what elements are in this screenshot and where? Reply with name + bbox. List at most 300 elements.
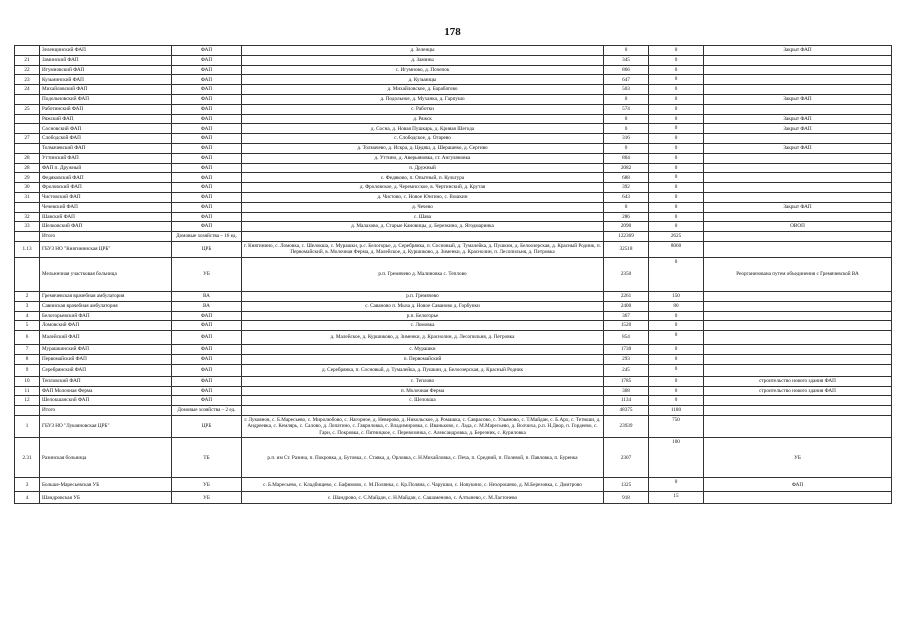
visits-cell: 0 (649, 364, 704, 376)
table-row (15, 114, 892, 124)
settlements-cell: д. Малейское, д. Куршиково, д. Зименки, д. Краснолин, д. Лесопильня, д. Петровка (242, 331, 604, 345)
facility-type-cell: ЦРБ (172, 415, 242, 438)
population-cell: 643 (604, 192, 649, 202)
visits-cell: 1180 (649, 406, 704, 416)
note-cell: Закрыт ФАП (704, 46, 892, 56)
row-number-cell: 1 (15, 415, 40, 438)
note-cell (704, 406, 892, 416)
medical-facilities-table (14, 45, 892, 504)
facility-name-cell: Савинская врачебная амбулатория (40, 301, 172, 311)
visits-cell: 100 (649, 438, 704, 478)
facility-name-cell: Итого (40, 406, 172, 416)
settlements-cell: д. Серебрянка, п. Сосновый, д. Тумалейка, д. Пушкин, д. Белоозерская, д. Красный Родник (242, 364, 604, 376)
table-row (15, 222, 892, 232)
facility-name-cell: Сосновский ФАП (40, 124, 172, 134)
facility-type-cell: ФАП (172, 311, 242, 321)
facility-type-cell: УБ (172, 478, 242, 492)
population-cell: 804 (604, 153, 649, 163)
facility-name-cell: Федяковский ФАП (40, 173, 172, 183)
facility-name-cell: Мурашкинский ФАП (40, 345, 172, 355)
facility-name-cell: Больше-Маресьевская УБ (40, 478, 172, 492)
note-cell (704, 232, 892, 242)
facility-type-cell: ФАП (172, 173, 242, 183)
facility-name-cell: Малейский ФАП (40, 331, 172, 345)
row-number-cell: 1.13 (15, 241, 40, 257)
visits-cell: 0 (649, 386, 704, 396)
population-cell: 23939 (604, 415, 649, 438)
visits-cell: 0 (649, 104, 704, 114)
population-cell: 2307 (604, 438, 649, 478)
population-cell: 1730 (604, 345, 649, 355)
facility-name-cell: Зеленцинский ФАП (40, 46, 172, 56)
note-cell: Закрыт ФАП (704, 202, 892, 212)
note-cell (704, 153, 892, 163)
population-cell: 0 (604, 124, 649, 134)
table-row (15, 396, 892, 406)
visits-cell: 0 (649, 376, 704, 386)
facility-type-cell: ФАП (172, 376, 242, 386)
visits-cell: 0 (649, 354, 704, 364)
settlements-cell: д. Сосна, д. Новая Пушкарь, д. Кривая Шегода (242, 124, 604, 134)
facility-name-cell: Гремячевская врачебная амбулатория (40, 291, 172, 301)
table-row (15, 104, 892, 114)
settlements-cell: с. Ломовка (242, 321, 604, 331)
note-cell (704, 163, 892, 173)
facility-name-cell: Мельничная участковая больница (40, 257, 172, 291)
population-cell: 1785 (604, 376, 649, 386)
table-row (15, 124, 892, 134)
note-cell (704, 65, 892, 75)
table-row (15, 354, 892, 364)
settlements-cell: с. Теплово (242, 376, 604, 386)
visits-cell: 0 (649, 65, 704, 75)
row-number-cell: 24 (15, 85, 40, 95)
facility-type-cell: ФАП (172, 114, 242, 124)
facility-name-cell: Михайловский ФАП (40, 85, 172, 95)
facility-type-cell: ФАП (172, 153, 242, 163)
table-row (15, 478, 892, 492)
row-number-cell: 23 (15, 75, 40, 85)
settlements-cell: р.п. им Ст. Разина, п. Покровка, д. Бутовка, с. Ставка, д. Орловка, с. Н.Михайловка, с. Печа, п. Средний, п. Полевой, п. Павловка, п. Буренка (242, 438, 604, 478)
row-number-cell: 33 (15, 222, 40, 232)
note-cell (704, 364, 892, 376)
visits-cell: 0 (649, 192, 704, 202)
facility-type-cell: ФАП (172, 134, 242, 144)
row-number-cell: 28 (15, 163, 40, 173)
table-row (15, 438, 892, 478)
settlements-cell: д. Толмачево, д. Искра, д. Цедяш, д. Шерашево, д. Сергиво (242, 143, 604, 153)
facility-type-cell: ФАП (172, 104, 242, 114)
visits-cell: 80 (649, 301, 704, 311)
facility-type-cell: ФАП (172, 396, 242, 406)
population-cell: 245 (604, 364, 649, 376)
visits-cell: 0 (649, 163, 704, 173)
population-cell: 293 (604, 354, 649, 364)
row-number-cell: 29 (15, 173, 40, 183)
facility-name-cell: Белогорьевский ФАП (40, 311, 172, 321)
facility-type-cell: ВА (172, 301, 242, 311)
facility-type-cell: ТБ (172, 438, 242, 478)
population-cell: 1134 (604, 396, 649, 406)
settlements-cell: с. Шелокша (242, 396, 604, 406)
note-cell (704, 104, 892, 114)
settlements-cell: с. Слободское, д. Огарево (242, 134, 604, 144)
settlements-cell: с. Шава (242, 212, 604, 222)
visits-cell: 0 (649, 345, 704, 355)
population-cell: 1325 (604, 478, 649, 492)
row-number-cell: 21 (15, 55, 40, 65)
population-cell: 0 (604, 94, 649, 104)
population-cell: 1520 (604, 321, 649, 331)
facility-type-cell: ФАП (172, 46, 242, 56)
note-cell (704, 415, 892, 438)
table-row (15, 173, 892, 183)
facility-type-cell: ФАП (172, 183, 242, 193)
population-cell: 122369 (604, 232, 649, 242)
settlements-cell: р.п. Белогорье (242, 311, 604, 321)
settlements-cell: с. Работки (242, 104, 604, 114)
row-number-cell (15, 94, 40, 104)
table-row (15, 212, 892, 222)
facility-name-cell: Шандровская УБ (40, 492, 172, 504)
facility-type-cell: ФАП (172, 163, 242, 173)
settlements-cell: г. Лукоянов, с. Б.Маресьево, с. Миролюбово, с. Нагорное, д. Неверово, д. Никольское, д. Ромашка, с. Саврасово, с. Ульяново, с. Т.Майдан, с. Б.Арх, с. Тетюши, д. Андреевка, с. Кемлярь, с. Салово, д. Лопатино, с. Гавриловка, с. Владимировка, с. Иваньково, с. Лада, с. М.Маресьево, д. Волчиха, р.п. Н.Двор, п. Гордеево, с. Гари, с. Покровка, с. Пятницкое, с. Перевозинка, с. Александровка, д. Березник, с. Куриловка (242, 415, 604, 438)
population-cell: 2090 (604, 222, 649, 232)
table-row (15, 376, 892, 386)
row-number-cell: 2 (15, 291, 40, 301)
note-cell (704, 183, 892, 193)
facility-name-cell: Подольновский ФАП (40, 94, 172, 104)
note-cell: Закрыт ФАП (704, 124, 892, 134)
population-cell: 367 (604, 311, 649, 321)
population-cell: 918 (604, 492, 649, 504)
row-number-cell: 31 (15, 192, 40, 202)
settlements-cell: с. Саваново п. Мыза д. Новое Саваново д. Горбунки (242, 301, 604, 311)
note-cell (704, 492, 892, 504)
row-number-cell: 11 (15, 386, 40, 396)
facility-name-cell: Ломовский ФАП (40, 321, 172, 331)
table-row (15, 46, 892, 56)
population-cell: 2350 (604, 257, 649, 291)
row-number-cell: 3 (15, 301, 40, 311)
table-row (15, 143, 892, 153)
visits-cell: 8060 (649, 241, 704, 257)
population-cell: 0 (604, 46, 649, 56)
table-row (15, 311, 892, 321)
settlements-cell: г. Княгинино, с. Ломовка, с. Шелокша, с. Мурашки, р.с. Белогорье, д. Серебрянка, п. Сосновый, д. Тумалейка, д. Пушкин, д. Белоозерская, д. Красный Родник, п. Первомайский, в. Молочная Ферма, д. Малейское, д. Куршиково, д. Зименки, д. Краснолин, п. Лесопильня, д. Петровка (242, 241, 604, 257)
row-number-cell (15, 406, 40, 416)
row-number-cell: 5 (15, 321, 40, 331)
note-cell (704, 55, 892, 65)
settlements-cell: п. Молочная Ферма (242, 386, 604, 396)
table-row (15, 331, 892, 345)
visits-cell: 0 (649, 94, 704, 104)
visits-cell: 0 (649, 478, 704, 492)
facility-type-cell: УБ (172, 257, 242, 291)
table-row (15, 492, 892, 504)
page-number: 178 (444, 26, 461, 38)
note-cell: УБ (704, 438, 892, 478)
population-cell: 2082 (604, 163, 649, 173)
visits-cell: 0 (649, 311, 704, 321)
facility-name-cell: Серебрянский ФАП (40, 364, 172, 376)
note-cell (704, 311, 892, 321)
facility-name-cell: Тепловский ФАП (40, 376, 172, 386)
table-row (15, 364, 892, 376)
settlements-cell (242, 406, 604, 416)
population-cell: 48375 (604, 406, 649, 416)
table-row (15, 386, 892, 396)
facility-name-cell: Шелокшанский ФАП (40, 396, 172, 406)
settlements-cell: р.п. Гремячево д. Малиновка с. Теплово (242, 257, 604, 291)
note-cell: строительство нового здания ФАП (704, 376, 892, 386)
note-cell: ОВОП (704, 222, 892, 232)
facility-type-cell: ФАП (172, 386, 242, 396)
facility-name-cell: Разинская больница (40, 438, 172, 478)
facility-type-cell: Домовые хозяйства – 16 ед. (172, 232, 242, 242)
settlements-cell: с. Игумново, д. Почепок (242, 65, 604, 75)
population-cell: 0 (604, 143, 649, 153)
visits-cell: 0 (649, 75, 704, 85)
note-cell (704, 241, 892, 257)
settlements-cell: с. Федяково, п. Опытный, п. Культура (242, 173, 604, 183)
settlements-cell: д. Уттино, д. Аверьяновка, ст. Ангуляновка (242, 153, 604, 163)
settlements-cell: д. Фроловское, д. Черемисское, в. Чертинский, д. Крутая (242, 183, 604, 193)
note-cell (704, 321, 892, 331)
facility-type-cell: ФАП (172, 321, 242, 331)
settlements-cell: д. Зеленцы (242, 46, 604, 56)
facility-name-cell: Итого (40, 232, 172, 242)
visits-cell: 0 (649, 396, 704, 406)
settlements-cell: д. Ряжск (242, 114, 604, 124)
facility-type-cell: УБ (172, 492, 242, 504)
settlements-cell: с. Мурашки (242, 345, 604, 355)
facility-type-cell: ФАП (172, 354, 242, 364)
population-cell: 866 (604, 65, 649, 75)
row-number-cell (15, 124, 40, 134)
table-row (15, 134, 892, 144)
settlements-cell (242, 232, 604, 242)
note-cell: Закрыт ФАП (704, 94, 892, 104)
row-number-cell: 28 (15, 153, 40, 163)
table-row (15, 55, 892, 65)
visits-cell: 0 (649, 212, 704, 222)
table-row (15, 183, 892, 193)
table-row (15, 85, 892, 95)
row-number-cell: 22 (15, 65, 40, 75)
note-cell: Реорганизована путем объединения с Гремячевской ВА (704, 257, 892, 291)
row-number-cell (15, 143, 40, 153)
table-row (15, 94, 892, 104)
population-cell: 647 (604, 75, 649, 85)
visits-cell: 2625 (649, 232, 704, 242)
note-cell: ФАП (704, 478, 892, 492)
facility-name-cell: Кузьминский ФАП (40, 75, 172, 85)
row-number-cell: 10 (15, 376, 40, 386)
facility-name-cell: Чечевский ФАП (40, 202, 172, 212)
visits-cell: 0 (649, 55, 704, 65)
facility-name-cell: Шавский ФАП (40, 212, 172, 222)
population-cell: 503 (604, 85, 649, 95)
note-cell (704, 291, 892, 301)
visits-cell: 0 (649, 183, 704, 193)
settlements-cell: с. Шандрово, с. С.Майдан, с. Н.Майдан, с. Сашаменово, с. Алтынево, с. М.Ластонево (242, 492, 604, 504)
row-number-cell: 27 (15, 134, 40, 144)
facility-name-cell: Чистовский ФАП (40, 192, 172, 202)
table-row (15, 163, 892, 173)
facility-type-cell: ФАП (172, 345, 242, 355)
facility-name-cell: Уттинский ФАП (40, 153, 172, 163)
settlements-cell: д. Подольное, д. Муханка, д. Гарпушо (242, 94, 604, 104)
table-row (15, 153, 892, 163)
visits-cell: 0 (649, 46, 704, 56)
row-number-cell: 32 (15, 212, 40, 222)
facility-type-cell: ФАП (172, 124, 242, 134)
facility-type-cell: ФАП (172, 222, 242, 232)
note-cell (704, 396, 892, 406)
population-cell: 0 (604, 114, 649, 124)
note-cell (704, 301, 892, 311)
facility-type-cell: ФАП (172, 212, 242, 222)
note-cell (704, 192, 892, 202)
row-number-cell (15, 114, 40, 124)
row-number-cell: 4 (15, 492, 40, 504)
facility-type-cell: ФАП (172, 143, 242, 153)
settlements-cell: д. Кузьмицы (242, 75, 604, 85)
facility-name-cell: Работинский ФАП (40, 104, 172, 114)
visits-cell: 0 (649, 124, 704, 134)
population-cell: 308 (604, 386, 649, 396)
table-row (15, 415, 892, 438)
settlements-cell: р.п. Гремячево (242, 291, 604, 301)
population-cell: 32518 (604, 241, 649, 257)
visits-cell: 0 (649, 321, 704, 331)
facility-name-cell: Фроловский ФАП (40, 183, 172, 193)
facility-type-cell: ФАП (172, 192, 242, 202)
visits-cell: 0 (649, 114, 704, 124)
facility-name-cell: Слободской ФАП (40, 134, 172, 144)
row-number-cell: 30 (15, 183, 40, 193)
note-cell (704, 331, 892, 345)
facility-type-cell: ФАП (172, 331, 242, 345)
visits-cell: 150 (649, 291, 704, 301)
row-number-cell (15, 202, 40, 212)
note-cell (704, 173, 892, 183)
row-number-cell: 2.31 (15, 438, 40, 478)
population-cell: 574 (604, 104, 649, 114)
facility-type-cell: ФАП (172, 55, 242, 65)
note-cell (704, 345, 892, 355)
settlements-cell: д. Михайловское, д. Барабатово (242, 85, 604, 95)
table-row (15, 345, 892, 355)
visits-cell: 0 (649, 331, 704, 345)
facility-type-cell: ФАП (172, 364, 242, 376)
facility-name-cell: ГБУЗ НО "Лукояновская ЦРБ" (40, 415, 172, 438)
visits-cell: 0 (649, 153, 704, 163)
row-number-cell: 7 (15, 345, 40, 355)
facility-name-cell: Шелковский ФАП (40, 222, 172, 232)
facility-name-cell: Игумновский ФАП (40, 65, 172, 75)
table-row (15, 75, 892, 85)
facility-name-cell: Первомайский ФАП (40, 354, 172, 364)
facility-type-cell: ФАП (172, 85, 242, 95)
population-cell: 345 (604, 55, 649, 65)
settlements-cell: с. Б.Маресьево, с. Кладбищево, с. Бафимово, с. М.Полянка, с. Кр.Поляна, с. Чарушки, с. Новукино, с. Нехорошево, д. М.Березовка, с. Дмитрово (242, 478, 604, 492)
settlements-cell: п. Первомайский (242, 354, 604, 364)
population-cell: 2261 (604, 291, 649, 301)
visits-cell: 0 (649, 173, 704, 183)
row-number-cell: 6 (15, 331, 40, 345)
facility-type-cell: ФАП (172, 75, 242, 85)
visits-cell: 0 (649, 134, 704, 144)
row-number-cell: 9 (15, 364, 40, 376)
visits-cell: 750 (649, 415, 704, 438)
population-cell: 688 (604, 173, 649, 183)
row-number-cell (15, 257, 40, 291)
population-cell: 0 (604, 202, 649, 212)
table-row (15, 406, 892, 416)
facility-type-cell: ФАП (172, 65, 242, 75)
row-number-cell: 8 (15, 354, 40, 364)
visits-cell: 0 (649, 85, 704, 95)
row-number-cell: 3 (15, 478, 40, 492)
row-number-cell: 4 (15, 311, 40, 321)
population-cell: 854 (604, 331, 649, 345)
visits-cell: 0 (649, 257, 704, 291)
table-row (15, 232, 892, 242)
note-cell (704, 354, 892, 364)
table-row (15, 291, 892, 301)
table-row (15, 301, 892, 311)
facility-type-cell: Домовые хозяйства – 2 ед. (172, 406, 242, 416)
facility-type-cell: ВА (172, 291, 242, 301)
visits-cell: 15 (649, 492, 704, 504)
table-row (15, 257, 892, 291)
note-cell (704, 212, 892, 222)
note-cell: строительство нового здания ФАП (704, 386, 892, 396)
table-row (15, 202, 892, 212)
visits-cell: 0 (649, 222, 704, 232)
note-cell (704, 85, 892, 95)
settlements-cell: д. Малахово, д. Старые Кановицы, д. Березкино, д. Ягодмаринка (242, 222, 604, 232)
population-cell: 2400 (604, 301, 649, 311)
settlements-cell: п. Дружный (242, 163, 604, 173)
visits-cell: 0 (649, 143, 704, 153)
facility-name-cell: Заминский ФАП (40, 55, 172, 65)
row-number-cell (15, 232, 40, 242)
table-row (15, 241, 892, 257)
table-row (15, 192, 892, 202)
table-row (15, 321, 892, 331)
facility-type-cell: ЦРБ (172, 241, 242, 257)
population-cell: 286 (604, 212, 649, 222)
facility-type-cell: ФАП (172, 202, 242, 212)
table-row (15, 65, 892, 75)
facility-type-cell: ФАП (172, 94, 242, 104)
facility-name-cell: Ряжский ФАП (40, 114, 172, 124)
row-number-cell (15, 46, 40, 56)
row-number-cell: 12 (15, 396, 40, 406)
facility-name-cell: Толмачевский ФАП (40, 143, 172, 153)
settlements-cell: д. Замины (242, 55, 604, 65)
row-number-cell: 25 (15, 104, 40, 114)
visits-cell: 0 (649, 202, 704, 212)
note-cell (704, 75, 892, 85)
facility-name-cell: ФАП Молочная Ферма (40, 386, 172, 396)
note-cell: Закрыт ФАП (704, 143, 892, 153)
facility-name-cell: ФАП п. Дружный (40, 163, 172, 173)
facility-name-cell: ГБУЗ НО "Княгининская ЦРБ" (40, 241, 172, 257)
